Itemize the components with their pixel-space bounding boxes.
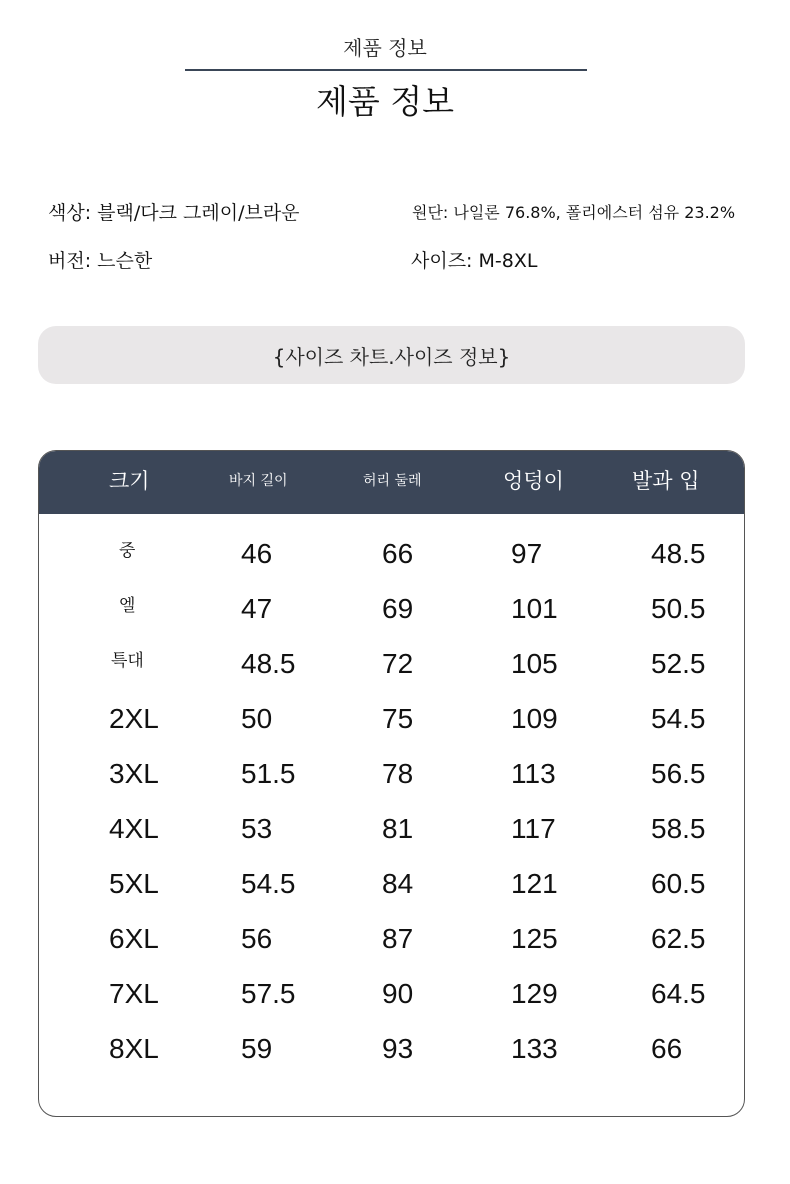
cell-pants-length: 56 [241, 923, 273, 954]
table-row [39, 966, 744, 1021]
cell-pants-length: 57.5 [241, 978, 296, 1009]
cell-leg-opening: 62.5 [651, 923, 706, 954]
row-size: 4XL [109, 813, 159, 844]
cell-hip: 113 [511, 758, 556, 789]
size-chart-banner [38, 326, 745, 384]
table-row [39, 691, 744, 746]
cell-hip: 101 [511, 593, 558, 624]
header-size: 크기 [109, 469, 150, 493]
table-row [39, 526, 744, 581]
cell-leg-opening: 60.5 [651, 868, 706, 899]
row-size: 5XL [109, 868, 159, 899]
header-waist: 허리 둘레 [363, 473, 422, 489]
cell-leg-opening: 48.5 [651, 538, 706, 569]
cell-hip: 105 [511, 648, 558, 679]
table-row [39, 911, 744, 966]
header-divider [185, 69, 587, 71]
cell-pants-length: 47 [241, 593, 273, 624]
cell-leg-opening: 50.5 [651, 593, 706, 624]
header-hip: 엉덩이 [503, 469, 564, 493]
table-body [39, 526, 744, 1076]
cell-pants-length: 51.5 [241, 758, 296, 789]
cell-leg-opening: 54.5 [651, 703, 706, 734]
header-pants-length: 바지 길이 [229, 473, 288, 489]
cell-hip: 117 [511, 813, 556, 844]
table-row [39, 581, 744, 636]
row-size: 3XL [109, 758, 159, 789]
cell-hip: 133 [511, 1033, 558, 1064]
cell-waist: 78 [382, 758, 414, 789]
cell-waist: 93 [382, 1033, 414, 1064]
cell-leg-opening: 66 [651, 1033, 683, 1064]
row-size: 8XL [109, 1033, 159, 1064]
fit-info: 버전: 느슨한 [48, 250, 153, 272]
cell-waist: 84 [382, 868, 414, 899]
cell-pants-length: 59 [241, 1033, 273, 1064]
section-subtitle: 제품 정보 [343, 36, 427, 60]
cell-waist: 81 [382, 813, 414, 844]
cell-leg-opening: 64.5 [651, 978, 706, 1009]
cell-pants-length: 46 [241, 538, 273, 569]
page-title: 제품 정보 [315, 82, 454, 121]
cell-pants-length: 50 [241, 703, 273, 734]
cell-waist: 69 [382, 593, 414, 624]
cell-pants-length: 53 [241, 813, 273, 844]
cell-pants-length: 48.5 [241, 648, 296, 679]
cell-pants-length: 54.5 [241, 868, 296, 899]
table-row [39, 636, 744, 691]
cell-waist: 66 [382, 538, 414, 569]
cell-leg-opening: 52.5 [651, 648, 706, 679]
cell-hip: 109 [511, 703, 558, 734]
row-size: 7XL [109, 978, 159, 1009]
table-row [39, 746, 744, 801]
table-row [39, 1021, 744, 1076]
row-size: 특대 [111, 651, 144, 671]
table-header [39, 451, 744, 514]
cell-hip: 121 [511, 868, 558, 899]
row-size: 엘 [119, 596, 136, 616]
table-row [39, 801, 744, 856]
cell-leg-opening: 56.5 [651, 758, 706, 789]
row-size: 6XL [109, 923, 159, 954]
cell-hip: 125 [511, 923, 558, 954]
size-range-info: 사이즈: M-8XL [411, 250, 538, 272]
row-size: 2XL [109, 703, 159, 734]
cell-waist: 72 [382, 648, 414, 679]
cell-waist: 90 [382, 978, 414, 1009]
cell-hip: 129 [511, 978, 558, 1009]
size-chart-banner-label: {사이즈 차트.사이즈 정보} [272, 344, 511, 369]
cell-leg-opening: 58.5 [651, 813, 706, 844]
cell-waist: 75 [382, 703, 414, 734]
fabric-info: 원단: 나일론 76.8%, 폴리에스터 섬유 23.2% [412, 203, 736, 222]
table-row [39, 856, 744, 911]
header-leg-opening: 발과 입 [632, 469, 700, 493]
cell-hip: 97 [511, 538, 543, 569]
cell-waist: 87 [382, 923, 414, 954]
size-table [38, 450, 745, 1117]
row-size: 중 [119, 541, 136, 561]
color-info: 색상: 블랙/다크 그레이/브라운 [48, 202, 300, 224]
